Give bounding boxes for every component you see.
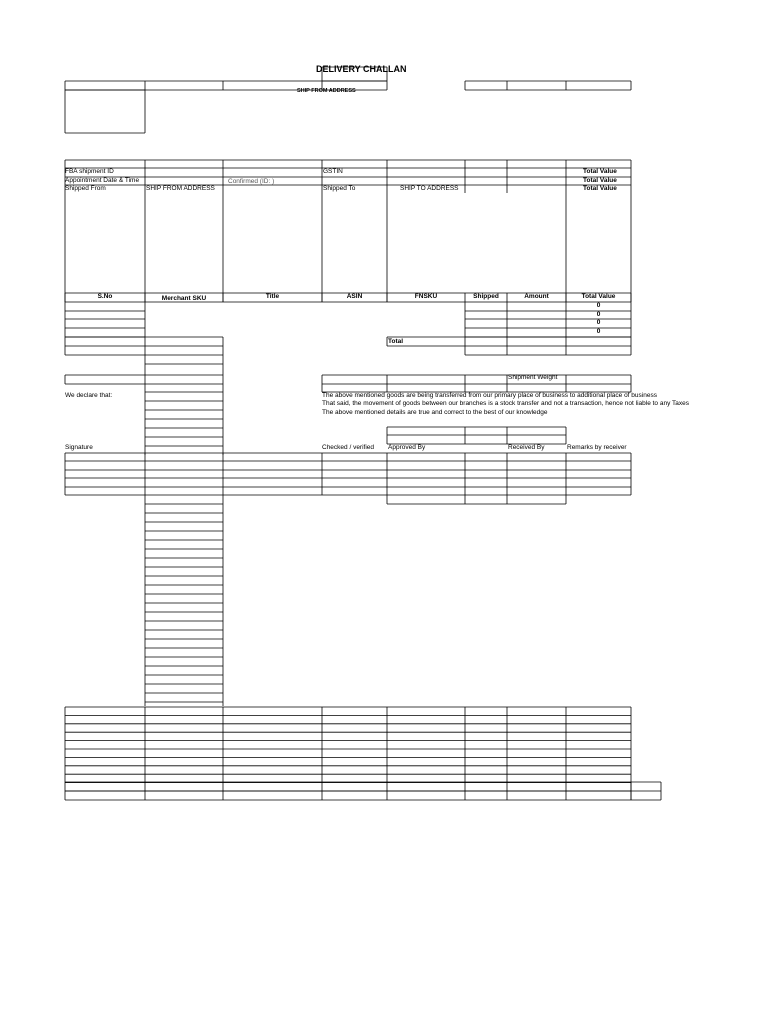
total-value-label-2: Total Value — [583, 177, 617, 184]
total-value-cell-1: 0 — [596, 302, 601, 309]
ship-to-address-label: SHIP TO ADDRESS — [400, 185, 459, 192]
document-title: DELIVERY CHALLAN — [316, 64, 407, 74]
appointment-label: Appointment Date & Time — [65, 177, 140, 184]
col-header-title: Title — [265, 293, 280, 300]
total-value-cell-4: 0 — [596, 328, 601, 335]
col-header-asin: ASIN — [346, 293, 363, 300]
shipped-to-label: Shipped To — [323, 185, 356, 192]
approved-by-label: Approved By — [388, 444, 426, 451]
signature-label: Signature — [65, 444, 93, 451]
total-value-cell-2: 0 — [596, 311, 601, 318]
shipment-weight-label: Shipment Weight — [508, 374, 558, 381]
appointment-value: Confirmed (ID: ) — [228, 178, 275, 185]
gstin-label: GSTIN — [323, 168, 343, 175]
ship-from-address-label: SHIP FROM ADDRESS — [146, 185, 215, 192]
remarks-by-receiver-label: Remarks by receiver — [567, 444, 627, 451]
col-header-shipped: Shipped — [473, 293, 499, 300]
col-header-fnsku: FNSKU — [414, 293, 438, 300]
total-value-label-3: Total Value — [583, 185, 617, 192]
fba-shipment-id-label: FBA shipment ID — [65, 168, 114, 175]
we-declare-label: We declare that: — [65, 392, 113, 399]
col-header-sno: S.No — [97, 293, 113, 300]
declaration-line-1: The above mentioned goods are being transferred from our primary place of business to additional place of business — [322, 392, 657, 399]
total-label: Total — [388, 338, 404, 345]
col-header-amount: Amount — [524, 293, 549, 300]
shipped-from-label: Shipped From — [65, 185, 106, 192]
declaration-line-3: The above mentioned details are true and correct to the best of our knowledge — [322, 409, 548, 416]
ship-from-address-header: SHIP FROM ADDRESS — [297, 88, 356, 94]
col-header-total-value: Total Value — [581, 293, 616, 300]
total-value-cell-3: 0 — [596, 319, 601, 326]
checked-verified-label: Checked / verified — [322, 444, 375, 451]
total-value-label-1: Total Value — [583, 168, 617, 175]
received-by-label: Received By — [508, 444, 545, 451]
declaration-line-2: That said, the movement of goods between our branches is a stock transfer and not a transaction, hence not liable to any Taxes — [322, 400, 689, 407]
col-header-merchant-sku: Merchant SKU — [161, 295, 207, 302]
